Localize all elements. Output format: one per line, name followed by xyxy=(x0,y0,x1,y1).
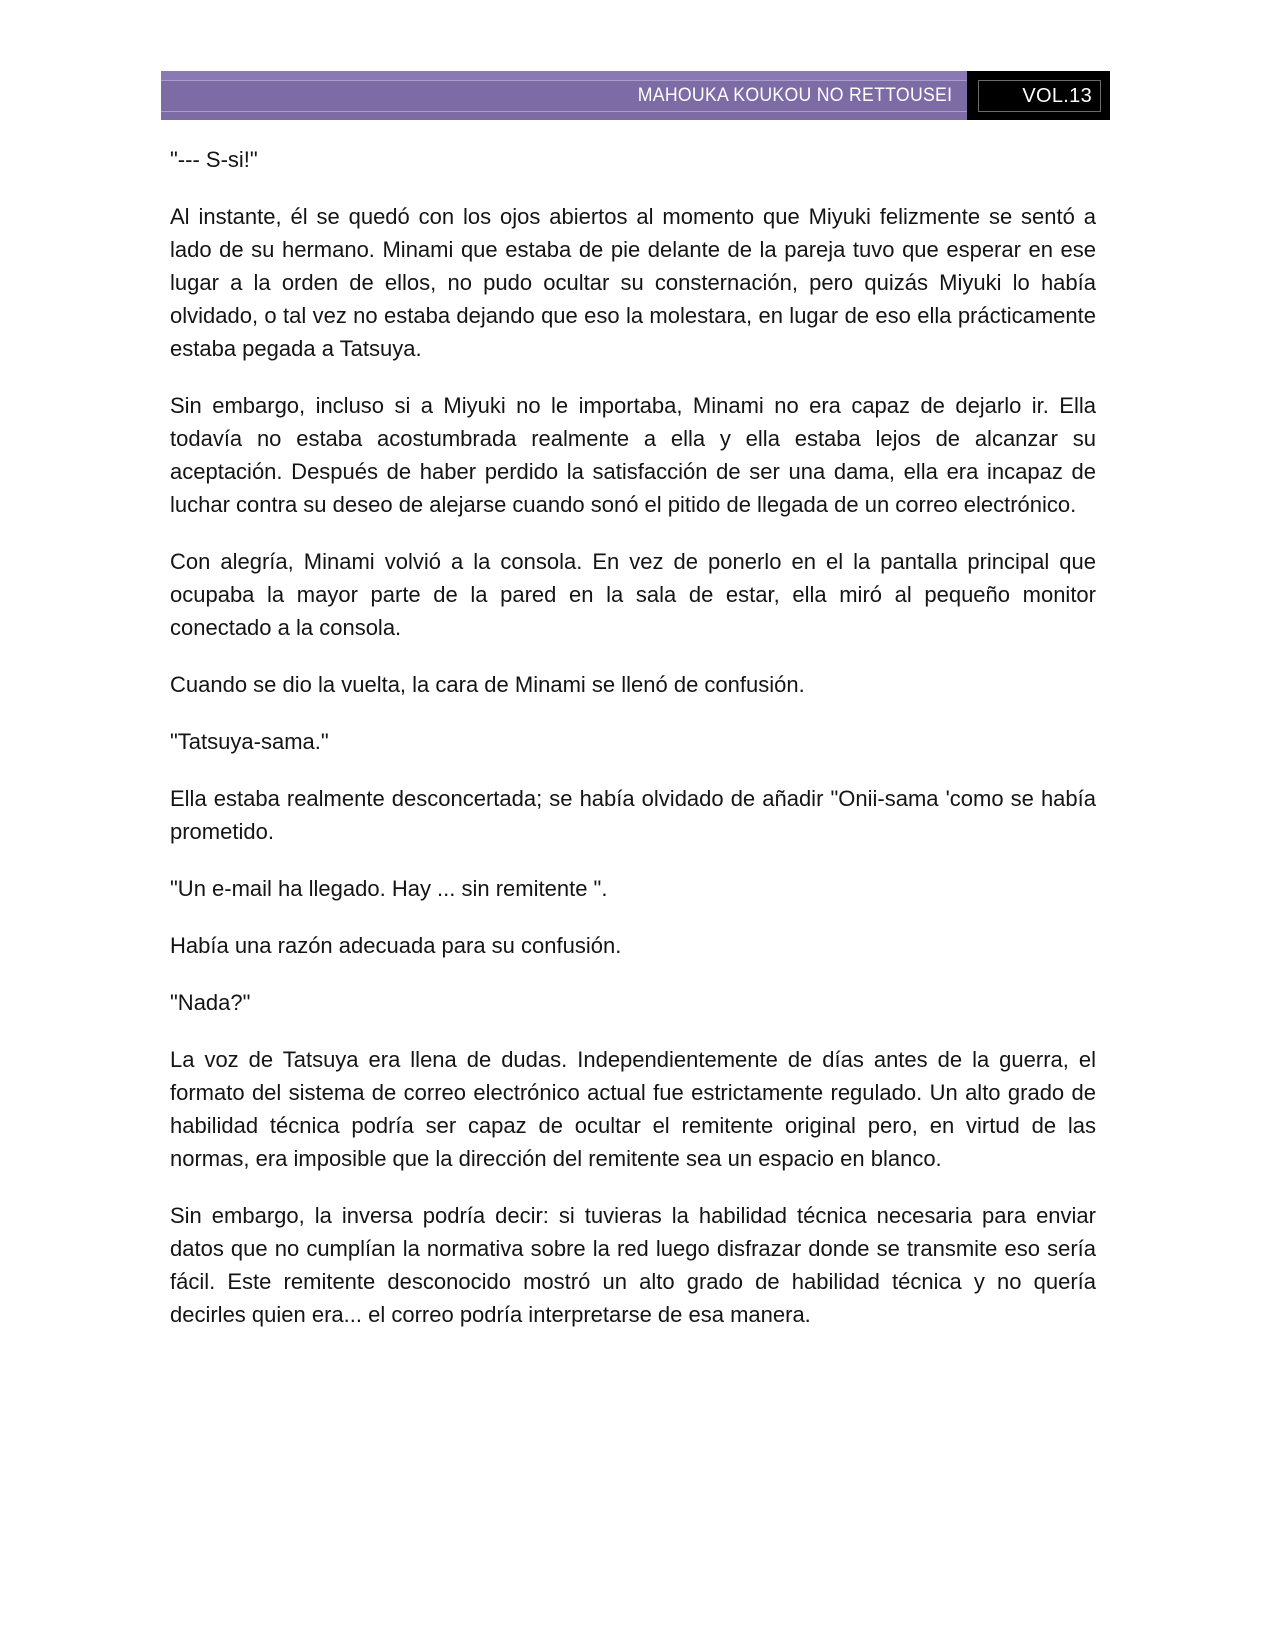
paragraph-sin-embargo-miyuki: Sin embargo, incluso si a Miyuki no le importaba, Minami no era capaz de dejarlo ir. Ella todavía no estaba acostumbrada realmente a ella y ella estaba lejos de alcanzar su aceptación. Después de haber perdido la satisfacción de ser una dama, ella era incapaz de luchar contra su deseo de alejarse cuando sonó el pitido de llegada de un correo electrónico. xyxy=(170,393,1096,517)
header-title-strip xyxy=(161,80,967,112)
document-body xyxy=(170,143,1096,1355)
page-header xyxy=(161,71,1110,120)
paragraph-ella-estaba: Ella estaba realmente desconcertada; se había olvidado de añadir "Onii-sama 'como se había prometido. xyxy=(170,786,1096,844)
volume-strip xyxy=(978,80,1101,112)
volume-cell xyxy=(967,71,1110,120)
paragraph-cuando-se-dio: Cuando se dio la vuelta, la cara de Minami se llenó de confusión. xyxy=(170,672,805,697)
paragraph-sin-embargo-inversa: Sin embargo, la inversa podría decir: si tuvieras la habilidad técnica necesaria para enviar datos que no cumplían la normativa sobre la red luego disfrazar donde se transmite eso sería fácil. Este remitente desconocido mostró un alto grado de habilidad técnica y no quería decirles quien era... el correo podría interpretarse de esa manera. xyxy=(170,1203,1096,1327)
dialogue-line-email: "Un e-mail ha llegado. Hay ... sin remitente ". xyxy=(170,876,608,901)
header-title: MAHOUKA KOUKOU NO RETTOUSEI xyxy=(637,85,953,106)
paragraph-con-alegria: Con alegría, Minami volvió a la consola. En vez de ponerlo en el la pantalla principal que ocupaba la mayor parte de la pared en la sala de estar, ella miró al pequeño monitor conectado a la consola. xyxy=(170,549,1096,640)
header-title-cell xyxy=(161,71,967,120)
dialogue-line-ssi: "--- S-si!" xyxy=(170,147,258,172)
volume-badge: VOL.13 xyxy=(1022,84,1092,107)
paragraph-habia-una-razon: Había una razón adecuada para su confusión. xyxy=(170,933,622,958)
paragraph-la-voz-de-tatsuya: La voz de Tatsuya era llena de dudas. Independientemente de días antes de la guerra, el formato del sistema de correo electrónico actual fue estrictamente regulado. Un alto grado de habilidad técnica podría ser capaz de ocultar el remitente original pero, en virtud de las normas, era imposible que la dirección del remitente sea un espacio en blanco. xyxy=(170,1047,1096,1171)
dialogue-line-tatsuya-sama: "Tatsuya-sama." xyxy=(170,729,329,754)
dialogue-line-nada: "Nada?" xyxy=(170,990,251,1015)
paragraph-al-instante: Al instante, él se quedó con los ojos abiertos al momento que Miyuki felizmente se sentó a lado de su hermano. Minami que estaba de pie delante de la pareja tuvo que esperar en ese lugar a la orden de ellos, no pudo ocultar su consternación, pero quizás Miyuki lo había olvidado, o tal vez no estaba dejando que eso la molestara, en lugar de eso ella prácticamente estaba pegada a Tatsuya. xyxy=(170,204,1096,361)
